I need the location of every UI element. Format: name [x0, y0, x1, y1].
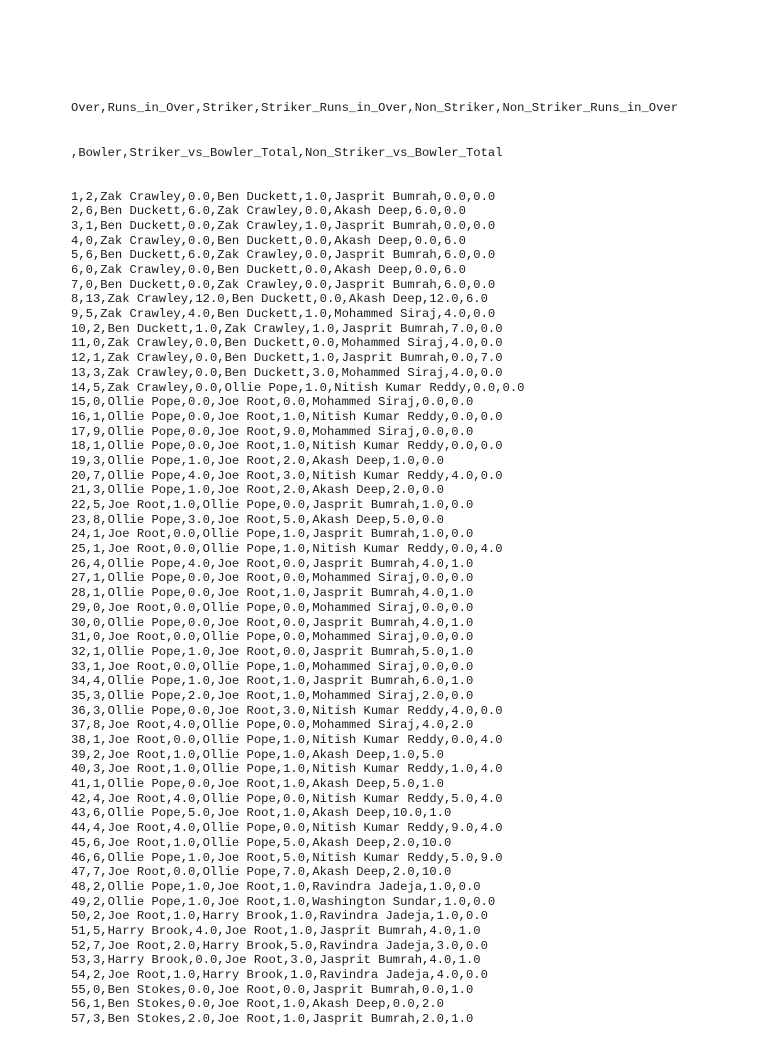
- csv-text-block: [71, 72, 751, 1056]
- csv-row-line: 33,1,Joe Root,0.0,Ollie Pope,1.0,Mohammed Siraj,0.0,0.0: [71, 659, 474, 674]
- csv-row-line: 39,2,Joe Root,1.0,Ollie Pope,1.0,Akash Deep,1.0,5.0: [71, 747, 444, 762]
- csv-row-line: 19,3,Ollie Pope,1.0,Joe Root,2.0,Akash Deep,1.0,0.0: [71, 453, 444, 468]
- csv-row-line: 35,3,Ollie Pope,2.0,Joe Root,1.0,Mohammed Siraj,2.0,0.0: [71, 688, 474, 703]
- csv-row-line: 49,2,Ollie Pope,1.0,Joe Root,1.0,Washington Sundar,1.0,0.0: [71, 894, 496, 909]
- csv-row-line: 53,3,Harry Brook,0.0,Joe Root,3.0,Jasprit Bumrah,4.0,1.0: [71, 953, 481, 968]
- csv-row-line: 3,1,Ben Duckett,0.0,Zak Crawley,1.0,Jasprit Bumrah,0.0,0.0: [71, 218, 496, 233]
- csv-row-line: 45,6,Joe Root,1.0,Ollie Pope,5.0,Akash Deep,2.0,10.0: [71, 835, 452, 850]
- csv-row-line: 27,1,Ollie Pope,0.0,Joe Root,0.0,Mohammed Siraj,0.0,0.0: [71, 571, 474, 586]
- csv-row-line: 6,0,Zak Crawley,0.0,Ben Duckett,0.0,Akash Deep,0.0,6.0: [71, 263, 466, 278]
- csv-row-line: 22,5,Joe Root,1.0,Ollie Pope,0.0,Jasprit Bumrah,1.0,0.0: [71, 498, 474, 513]
- csv-row-line: 5,6,Ben Duckett,6.0,Zak Crawley,0.0,Jasprit Bumrah,6.0,0.0: [71, 248, 496, 263]
- csv-row-line: 38,1,Joe Root,0.0,Ollie Pope,1.0,Nitish Kumar Reddy,0.0,4.0: [71, 733, 503, 748]
- csv-row-line: 55,0,Ben Stokes,0.0,Joe Root,0.0,Jasprit Bumrah,0.0,1.0: [71, 982, 474, 997]
- csv-row-line: 14,5,Zak Crawley,0.0,Ollie Pope,1.0,Nitish Kumar Reddy,0.0,0.0: [71, 380, 525, 395]
- csv-rows: [71, 190, 751, 1027]
- csv-row-line: 40,3,Joe Root,1.0,Ollie Pope,1.0,Nitish Kumar Reddy,1.0,4.0: [71, 762, 503, 777]
- csv-row-line: 23,8,Ollie Pope,3.0,Joe Root,5.0,Akash Deep,5.0,0.0: [71, 512, 444, 527]
- csv-row-line: 9,5,Zak Crawley,4.0,Ben Duckett,1.0,Mohammed Siraj,4.0,0.0: [71, 307, 496, 322]
- csv-row-line: 54,2,Joe Root,1.0,Harry Brook,1.0,Ravindra Jadeja,4.0,0.0: [71, 968, 488, 983]
- csv-row-line: 11,0,Zak Crawley,0.0,Ben Duckett,0.0,Mohammed Siraj,4.0,0.0: [71, 336, 503, 351]
- csv-row-line: 15,0,Ollie Pope,0.0,Joe Root,0.0,Mohammed Siraj,0.0,0.0: [71, 395, 474, 410]
- csv-row-line: 1,2,Zak Crawley,0.0,Ben Duckett,1.0,Jasprit Bumrah,0.0,0.0: [71, 189, 496, 204]
- csv-row-line: 4,0,Zak Crawley,0.0,Ben Duckett,0.0,Akash Deep,0.0,6.0: [71, 233, 466, 248]
- csv-header-line-2: ,Bowler,Striker_vs_Bowler_Total,Non_Striker_vs_Bowler_Total: [71, 145, 503, 160]
- csv-row-line: 8,13,Zak Crawley,12.0,Ben Duckett,0.0,Akash Deep,12.0,6.0: [71, 292, 488, 307]
- csv-row-line: 18,1,Ollie Pope,0.0,Joe Root,1.0,Nitish Kumar Reddy,0.0,0.0: [71, 439, 503, 454]
- csv-row-line: 47,7,Joe Root,0.0,Ollie Pope,7.0,Akash Deep,2.0,10.0: [71, 865, 452, 880]
- csv-row-line: 13,3,Zak Crawley,0.0,Ben Duckett,3.0,Mohammed Siraj,4.0,0.0: [71, 365, 503, 380]
- csv-row-line: 2,6,Ben Duckett,6.0,Zak Crawley,0.0,Akash Deep,6.0,0.0: [71, 204, 466, 219]
- csv-row-line: 46,6,Ollie Pope,1.0,Joe Root,5.0,Nitish Kumar Reddy,5.0,9.0: [71, 850, 503, 865]
- csv-row-line: 41,1,Ollie Pope,0.0,Joe Root,1.0,Akash Deep,5.0,1.0: [71, 777, 444, 792]
- csv-row-line: 50,2,Joe Root,1.0,Harry Brook,1.0,Ravindra Jadeja,1.0,0.0: [71, 909, 488, 924]
- csv-header-line-1: Over,Runs_in_Over,Striker,Striker_Runs_in_Over,Non_Striker,Non_Striker_Runs_in_Over: [71, 101, 679, 116]
- csv-row-line: 7,0,Ben Duckett,0.0,Zak Crawley,0.0,Jasprit Bumrah,6.0,0.0: [71, 277, 496, 292]
- csv-row-line: 30,0,Ollie Pope,0.0,Joe Root,0.0,Jasprit Bumrah,4.0,1.0: [71, 615, 474, 630]
- csv-row-line: 43,6,Ollie Pope,5.0,Joe Root,1.0,Akash Deep,10.0,1.0: [71, 806, 452, 821]
- csv-row-line: 57,3,Ben Stokes,2.0,Joe Root,1.0,Jasprit Bumrah,2.0,1.0: [71, 1012, 474, 1027]
- csv-row-line: 10,2,Ben Duckett,1.0,Zak Crawley,1.0,Jasprit Bumrah,7.0,0.0: [71, 321, 503, 336]
- csv-row-line: 52,7,Joe Root,2.0,Harry Brook,5.0,Ravindra Jadeja,3.0,0.0: [71, 938, 488, 953]
- csv-row-line: 29,0,Joe Root,0.0,Ollie Pope,0.0,Mohammed Siraj,0.0,0.0: [71, 600, 474, 615]
- csv-row-line: 51,5,Harry Brook,4.0,Joe Root,1.0,Jasprit Bumrah,4.0,1.0: [71, 923, 481, 938]
- csv-row-line: 12,1,Zak Crawley,0.0,Ben Duckett,1.0,Jasprit Bumrah,0.0,7.0: [71, 351, 503, 366]
- csv-row-line: 25,1,Joe Root,0.0,Ollie Pope,1.0,Nitish Kumar Reddy,0.0,4.0: [71, 542, 503, 557]
- csv-row-line: 21,3,Ollie Pope,1.0,Joe Root,2.0,Akash Deep,2.0,0.0: [71, 483, 444, 498]
- csv-row-line: 16,1,Ollie Pope,0.0,Joe Root,1.0,Nitish Kumar Reddy,0.0,0.0: [71, 409, 503, 424]
- csv-row-line: 42,4,Joe Root,4.0,Ollie Pope,0.0,Nitish Kumar Reddy,5.0,4.0: [71, 791, 503, 806]
- csv-row-line: 31,0,Joe Root,0.0,Ollie Pope,0.0,Mohammed Siraj,0.0,0.0: [71, 630, 474, 645]
- csv-row-line: 48,2,Ollie Pope,1.0,Joe Root,1.0,Ravindra Jadeja,1.0,0.0: [71, 879, 481, 894]
- csv-row-line: 56,1,Ben Stokes,0.0,Joe Root,1.0,Akash Deep,0.0,2.0: [71, 997, 444, 1012]
- csv-row-line: 36,3,Ollie Pope,0.0,Joe Root,3.0,Nitish Kumar Reddy,4.0,0.0: [71, 703, 503, 718]
- csv-row-line: 24,1,Joe Root,0.0,Ollie Pope,1.0,Jasprit Bumrah,1.0,0.0: [71, 527, 474, 542]
- csv-row-line: 34,4,Ollie Pope,1.0,Joe Root,1.0,Jasprit Bumrah,6.0,1.0: [71, 674, 474, 689]
- csv-row-line: 20,7,Ollie Pope,4.0,Joe Root,3.0,Nitish Kumar Reddy,4.0,0.0: [71, 468, 503, 483]
- csv-row-line: 32,1,Ollie Pope,1.0,Joe Root,0.0,Jasprit Bumrah,5.0,1.0: [71, 644, 474, 659]
- csv-row-line: 28,1,Ollie Pope,0.0,Joe Root,1.0,Jasprit Bumrah,4.0,1.0: [71, 586, 474, 601]
- csv-row-line: 44,4,Joe Root,4.0,Ollie Pope,0.0,Nitish Kumar Reddy,9.0,4.0: [71, 821, 503, 836]
- csv-row-line: 17,9,Ollie Pope,0.0,Joe Root,9.0,Mohammed Siraj,0.0,0.0: [71, 424, 474, 439]
- csv-row-line: 37,8,Joe Root,4.0,Ollie Pope,0.0,Mohammed Siraj,4.0,2.0: [71, 718, 474, 733]
- csv-row-line: 26,4,Ollie Pope,4.0,Joe Root,0.0,Jasprit Bumrah,4.0,1.0: [71, 556, 474, 571]
